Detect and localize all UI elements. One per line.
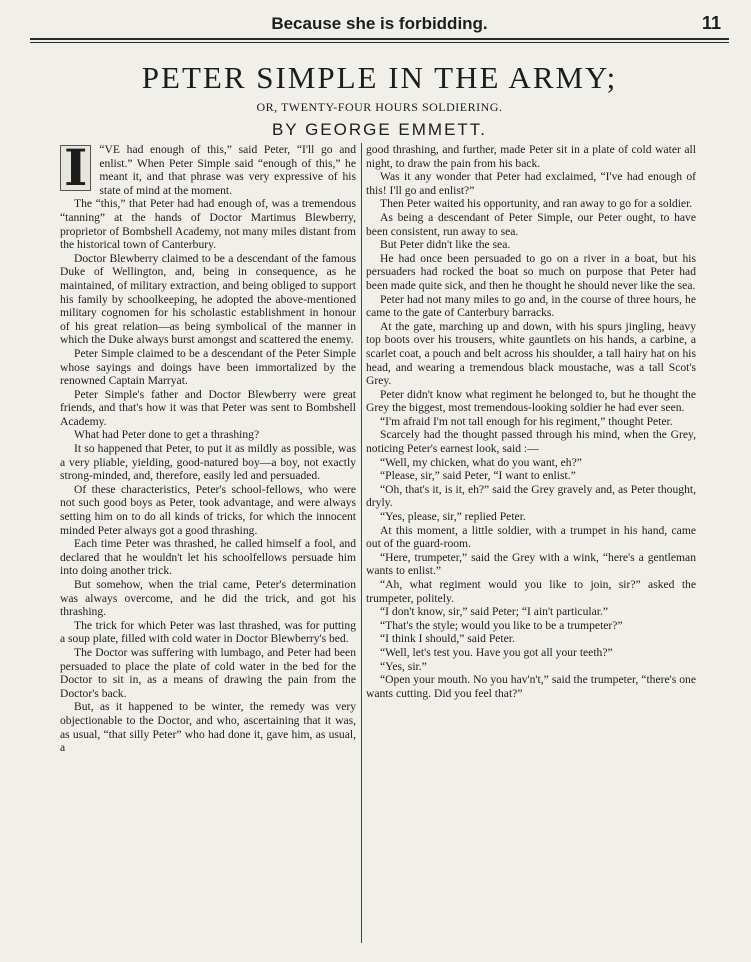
article-byline: BY GEORGE EMMETT.	[271, 120, 488, 139]
paragraph: Scarcely had the thought passed through his mind, when the Grey, noticing Peter's earnest look, said :—	[366, 428, 696, 456]
paragraph: “I don't know, sir,” said Peter; “I ain't particular.”	[380, 605, 608, 619]
paragraph: At this moment, a little soldier, with a trumpet in his hand, came out of the guard-room.	[366, 523, 696, 551]
paragraph: It so happened that Peter, to put it as mildly as possible, was a very pliable, yielding, good-natured boy—a boy, not exactly strong-minded, and, therefore, easily led and persuaded.	[60, 442, 356, 483]
paragraph: Peter had not many miles to go and, in the course of three hours, he came to the gate of Canterbury barracks.	[366, 292, 696, 320]
paragraph: “Yes, please, sir,” replied Peter.	[380, 510, 526, 524]
paragraph: The “this,” that Peter had had enough of, was a tremendous “tanning” at the hands of Doctor Martimus Blewberry, proprietor of Bombshell Academy, not many miles distant from the historical town of Canterbury.	[60, 197, 356, 252]
page-number: 11	[701, 13, 721, 33]
paragraph: “VE had enough of this,” said Peter, “I'll go and enlist.” When Peter Simple said “enough of this,” he meant it, and that phrase was very expressive of his state of mind at the moment.	[99, 143, 356, 197]
paragraph: But, as it happened to be winter, the remedy was very objectionable to the Doctor, and who, ascertaining that it was, as usual, “that silly Peter” who had done it, gave him, as usual, a	[60, 700, 356, 755]
header-divider	[30, 42, 729, 43]
article-subtitle: OR, TWENTY-FOUR HOURS SOLDIERING.	[256, 100, 503, 114]
paragraph: The trick for which Peter was last thrashed, was for putting a soup plate, filled with cold water in Doctor Blewberry's bed.	[60, 618, 356, 646]
paragraph: Of these characteristics, Peter's school-fellows, who were not such good boys as Peter, took advantage, and were always setting him on to do all kinds of tricks, for which the innocent minded Peter always got a good thrashing.	[60, 482, 356, 537]
paragraph: “Please, sir,” said Peter, “I want to enlist.”	[380, 469, 576, 483]
paragraph: “Open your mouth. No you hav'n't,” said the trumpeter, “there's one wants cutting. Did you feel that?”	[366, 673, 696, 700]
paragraph: Doctor Blewberry claimed to be a descendant of the famous Duke of Wellington, and, being in consequence, as he maintained, of military extraction, and being obliged to support his family by schoolkeeping, he adopted the above-mentioned military cognomen for his scholastic establishment in honour of his great relation—as being symbolical of the manner in which the Duke always burst amongst and scattered the enemy.	[60, 251, 356, 347]
paragraph: “Oh, that's it, is it, eh?” said the Grey gravely and, as Peter thought, dryly.	[366, 482, 696, 510]
paragraph: The Doctor was suffering with lumbago, and Peter had been persuaded to place the plate of cold water in the bed for the Doctor to sit in, as a means of drawing the pain from the Doctor's back.	[60, 645, 356, 700]
right-column	[366, 143, 696, 700]
paragraph: “Well, my chicken, what do you want, eh?”	[380, 455, 582, 469]
paragraph: Peter didn't know what regiment he belonged to, but he thought the Grey the biggest, most tremendous-looking soldier he had ever seen.	[366, 387, 696, 415]
paragraph: Was it any wonder that Peter had exclaimed, “I've had enough of this! I'll go and enlist?”	[366, 170, 696, 197]
paragraph: “I'm afraid I'm not tall enough for his regiment,” thought Peter.	[380, 414, 673, 428]
article-title: PETER SIMPLE IN THE ARMY;	[141, 60, 618, 95]
paragraph: He had once been persuaded to go on a river in a boat, but his persuaders had rocked the boat so much on purpose that Peter had been made quite sick, and then he thought he should never like the sea.	[366, 251, 696, 292]
paragraph: “That's the style; would you like to be a trumpeter?”	[380, 618, 623, 632]
column-divider	[361, 143, 362, 943]
paragraph: Then Peter waited his opportunity, and ran away to go for a soldier.	[380, 197, 693, 211]
paragraph: As being a descendant of Peter Simple, our Peter ought, to have been consistent, run away to sea.	[366, 210, 696, 238]
paragraph: What had Peter done to get a thrashing?	[74, 428, 260, 442]
paragraph: Peter Simple claimed to be a descendant of the Peter Simple whose sayings and doings have been immortalized by the renowned Captain Marryat.	[60, 346, 356, 388]
paragraph: But somehow, when the trial came, Peter's determination was always overcome, and he did the trick, and got his thrashing.	[60, 578, 356, 619]
paragraph: Peter Simple's father and Doctor Blewberry were great friends, and that's how it was that Peter was sent to Bombshell Academy.	[60, 387, 356, 428]
paragraph: “Yes, sir.”	[380, 659, 427, 673]
drop-cap: I	[60, 145, 91, 191]
paragraph: good thrashing, and further, made Peter sit in a plate of cold water all night, to draw the pain from his back.	[366, 143, 696, 170]
paragraph: But Peter didn't like the sea.	[380, 238, 511, 252]
paragraph: “I think I should,” said Peter.	[380, 632, 515, 646]
paragraph: Each time Peter was thrashed, he called himself a fool, and declared that he wouldn't let his schoolfellows persuade him into doing another trick.	[60, 537, 356, 578]
running-head	[30, 12, 729, 40]
paragraph: At the gate, marching up and down, with his spurs jingling, heavy top boots over his trousers, white gauntlets on his hands, a carbine, a scarlet coat, a pouch and belt across his shoulder, a tall hairy hat on his head, and wearing a tremendous black moustache, was a tall Scot's Grey.	[366, 319, 696, 388]
paragraph: “Ah, what regiment would you like to join, sir?” asked the trumpeter, politely.	[366, 578, 696, 605]
paragraph: “Well, let's test you. Have you got all your teeth?”	[380, 645, 613, 659]
paragraph: “Here, trumpeter,” said the Grey with a wink, “here's a gentleman wants to enlist.”	[366, 550, 696, 578]
running-head-title: Because she is forbidding.	[271, 14, 488, 33]
left-column	[60, 138, 356, 755]
